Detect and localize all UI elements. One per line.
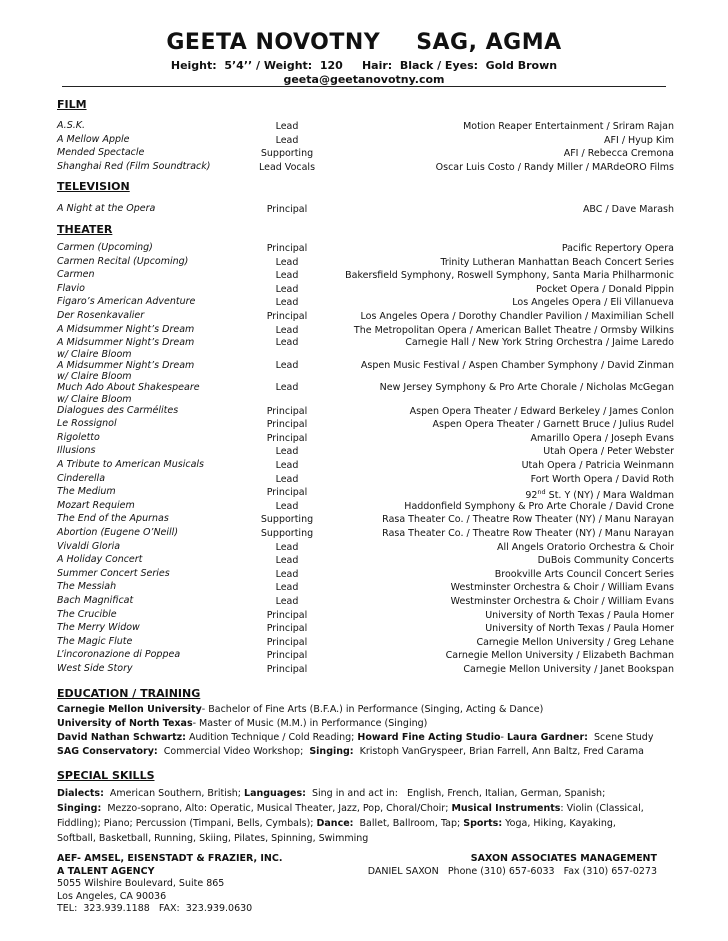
credit-title: Rigoletto (57, 431, 100, 443)
credit-title: A Tribute to American Musicals (57, 459, 204, 471)
credit-role: Principal (266, 623, 308, 635)
theater-credit-row (57, 360, 674, 383)
theater-credit-row (57, 283, 674, 297)
actor-name: GEETA NOVOTNY (166, 30, 381, 55)
credit-company: Brookville Arts Council Concert Series (494, 568, 674, 580)
credit-role: Principal (266, 487, 308, 499)
credit-company: AFI / Hyup Kim (604, 134, 674, 146)
credit-company: ABC / Dave Marash (582, 204, 674, 215)
credit-company: New Jersey Symphony & Pro Arte Chorale / Nicholas McGegan (379, 382, 674, 394)
section-title-skills: SPECIAL SKILLS (57, 769, 155, 782)
training-item: David Nathan Schwartz: Audition Technique / Cold Reading; Howard Fine Acting Studio- Laura Gardner: Scene Study (57, 732, 654, 743)
resume-header (0, 30, 728, 87)
agency-contact (57, 853, 282, 916)
credit-company: The Metropolitan Opera / American Ballet Theatre / Ormsby Wilkins (353, 324, 674, 336)
credit-company: Carnegie Mellon University / Janet Bookspan (463, 663, 674, 675)
credit-title: Flavio (57, 282, 85, 294)
credit-title: Illusions (57, 445, 96, 457)
credit-title: West Side Story (57, 662, 133, 674)
credit-company: DuBois Community Concerts (537, 555, 674, 567)
theater-credit-row (57, 486, 674, 500)
theater-credit-row (57, 527, 674, 541)
theater-credit-row (57, 256, 674, 270)
credit-title: Summer Concert Series (57, 567, 170, 579)
section-title-film: FILM (57, 98, 87, 111)
management-contact (368, 853, 657, 878)
theater-credit-row (57, 269, 674, 283)
theater-credit-row (57, 513, 674, 527)
credit-title: Carmen Recital (Upcoming) (57, 255, 189, 267)
section-title-education: EDUCATION / TRAINING (57, 687, 201, 700)
credit-company: Haddonfield Symphony & Pro Arte Chorale / David Crone (404, 500, 674, 512)
credit-company: Aspen Music Festival / Aspen Chamber Symphony / David Zinman (360, 359, 674, 371)
theater-credit-row (57, 622, 674, 636)
film-credits (57, 120, 674, 174)
credit-title: The End of the Apurnas (57, 513, 169, 525)
credit-role: Principal (266, 405, 308, 417)
television-credit-row (57, 203, 674, 217)
credit-title: Bach Magnificat (57, 594, 134, 606)
skills-line: Softball, Basketball, Running, Skiing, Pilates, Spinning, Swimming (57, 833, 369, 844)
theater-credit-row (57, 432, 674, 446)
credit-role: Principal (266, 636, 308, 648)
credit-title: The Messiah (57, 581, 117, 593)
section-title-television: TELEVISION (57, 180, 130, 193)
credit-company: Pacific Repertory Opera (561, 243, 674, 254)
credit-role: Lead (275, 555, 299, 567)
credit-title: Figaro’s American Adventure (57, 296, 196, 308)
credit-title: Carmen (Upcoming) (57, 242, 153, 253)
theater-credit-row (57, 663, 674, 677)
credit-title: The Medium (57, 486, 116, 498)
theater-credit-row (57, 382, 674, 405)
credit-role: Lead (275, 283, 299, 295)
management-phone-fax: DANIEL SAXON Phone (310) 657-6033 Fax (310) 657-0273 (367, 865, 657, 877)
theater-credit-row (57, 459, 674, 473)
theater-credit-row (57, 581, 674, 595)
credit-title: Mozart Requiem (57, 499, 135, 511)
credit-company: Rasa Theater Co. / Theatre Row Theater (NY) / Manu Narayan (382, 528, 674, 539)
theater-credits (57, 242, 674, 677)
credit-role: Lead (275, 595, 299, 607)
agency-address-2: Los Angeles, CA 90036 (57, 890, 167, 902)
section-title-theater: THEATER (57, 223, 113, 236)
credit-role: Supporting (260, 528, 314, 539)
credit-role: Principal (266, 419, 308, 431)
credit-company: All Angels Oratorio Orchestra & Choir (496, 541, 674, 553)
training-item: SAG Conservatory: Commercial Video Workshop; Singing: Kristoph VanGryspeer, Brian Farrell, Ann Baltz, Fred Carama (57, 746, 644, 757)
credit-role: Lead (275, 473, 299, 485)
credit-company: Motion Reaper Entertainment / Sriram Rajan (463, 121, 674, 132)
contact-email[interactable]: geeta@geetanovotny.com (283, 73, 445, 86)
theater-credit-row (57, 595, 674, 609)
special-skills (57, 786, 677, 846)
credit-role: Principal (266, 204, 308, 215)
television-credits (57, 203, 674, 217)
credit-company: Los Angeles Opera / Eli Villanueva (512, 297, 674, 309)
credit-title: A Midsummer Night’s Dream w/ Claire Bloom (57, 337, 195, 360)
credit-role: Lead (275, 270, 299, 282)
skills-line: Singing: Mezzo-soprano, Alto: Operatic, Musical Theater, Jazz, Pop, Choral/Choir; Musical Instruments: Violin (Classical, (57, 803, 644, 814)
education-item: Carnegie Mellon University- Bachelor of Fine Arts (B.F.A.) in Performance (Singing, Acting & Dance) (57, 704, 544, 715)
theater-credit-row (57, 500, 674, 514)
credit-title: Vivaldi Gloria (57, 540, 121, 552)
credit-company: Aspen Opera Theater / Edward Berkeley / James Conlon (409, 405, 674, 417)
credit-role: Lead (275, 500, 299, 512)
credit-title: Le Rossignol (57, 418, 117, 430)
agency-address-1: 5055 Wilshire Boulevard, Suite 865 (57, 878, 225, 889)
credit-company: Bakersfield Symphony, Roswell Symphony, Santa Maria Philharmonic (345, 270, 674, 282)
credit-company: Fort Worth Opera / David Roth (530, 473, 674, 485)
credit-role: Principal (266, 650, 308, 662)
credit-title: A Holiday Concert (57, 554, 143, 566)
credit-role: Supporting (260, 514, 314, 526)
credit-company: Oscar Luis Costo / Randy Miller / MARdeORO Films (435, 161, 674, 173)
theater-credit-row (57, 405, 674, 419)
actor-name-line (0, 30, 728, 56)
film-credit-row (57, 134, 674, 148)
header-divider (62, 86, 666, 87)
theater-credit-row (57, 541, 674, 555)
theater-credit-row (57, 310, 674, 324)
credit-title: Shanghai Red (Film Soundtrack) (57, 160, 211, 172)
credit-role: Lead (275, 460, 299, 472)
credit-company: Los Angeles Opera / Dorothy Chandler Pavilion / Maximilian Schell (360, 310, 674, 322)
credit-role: Lead (275, 297, 299, 309)
credit-company: Utah Opera / Patricia Weinmann (521, 460, 674, 472)
management-name: SAXON ASSOCIATES MANAGEMENT (470, 853, 657, 864)
credit-title: Mended Spectacle (57, 147, 145, 159)
credit-title: A Midsummer Night’s Dream w/ Claire Bloom (57, 359, 195, 383)
credit-role: Principal (266, 243, 308, 254)
credit-company: Pocket Opera / Donald Pippin (535, 283, 674, 295)
credit-role: Lead (275, 446, 299, 458)
credit-company: University of North Texas / Paula Homer (485, 609, 674, 621)
credit-title: Carmen (57, 269, 95, 281)
credit-role: Principal (266, 310, 308, 322)
credit-role: Lead (275, 134, 299, 146)
theater-credit-row (57, 554, 674, 568)
credit-role: Supporting (260, 148, 314, 160)
credit-title: A Night at the Opera (57, 203, 156, 214)
credit-company: Westminster Orchestra & Choir / William Evans (450, 595, 674, 607)
credit-company: Carnegie Mellon University / Elizabeth Bachman (445, 650, 674, 662)
agency-phone-fax: TEL: 323.939.1188 FAX: 323.939.0630 (57, 903, 253, 914)
credit-role: Lead (275, 359, 299, 371)
credit-title: A Midsummer Night’s Dream (57, 323, 195, 335)
credit-company: Trinity Lutheran Manhattan Beach Concert Series (440, 256, 674, 268)
credit-company: Westminster Orchestra & Choir / William Evans (450, 582, 674, 594)
education-list (57, 703, 677, 759)
credit-company: Carnegie Hall / New York String Orchestra / Jaime Laredo (405, 337, 674, 349)
credit-role: Lead (275, 541, 299, 553)
credit-role: Lead (275, 121, 299, 132)
skills-line: Fiddling); Piano; Percussion (Timpani, Bells, Cymbals); Dance: Ballet, Ballroom, Tap; Sports: Yoga, Hiking, Kayaking, (57, 818, 616, 829)
physical-stats: Height: 5’4’’ / Weight: 120 Hair: Black / Eyes: Gold Brown (170, 59, 558, 72)
theater-credit-row (57, 296, 674, 310)
credit-role: Principal (266, 609, 308, 621)
credit-title: Cinderella (57, 472, 106, 484)
education-item: University of North Texas- Master of Music (M.M.) in Performance (Singing) (57, 718, 428, 729)
theater-credit-row (57, 609, 674, 623)
credit-title: Much Ado About Shakespeare w/ Claire Bloom (57, 382, 200, 405)
credit-title: The Merry Widow (57, 622, 140, 634)
credit-role: Lead Vocals (258, 161, 316, 173)
union-affiliations: SAG, AGMA (416, 30, 562, 55)
credit-company: Carnegie Mellon University / Greg Lehane (476, 636, 674, 648)
theater-credit-row (57, 649, 674, 663)
theater-credit-row (57, 418, 674, 432)
credit-company: Amarillo Opera / Joseph Evans (530, 432, 674, 444)
film-credit-row (57, 120, 674, 134)
credit-company: University of North Texas / Paula Homer (485, 623, 674, 635)
credit-company: Rasa Theater Co. / Theatre Row Theater (NY) / Manu Narayan (382, 514, 674, 526)
credit-title: Der Rosenkavalier (57, 309, 145, 321)
skills-line: Dialects: American Southern, British; Languages: Sing in and act in: English, French, Italian, German, Spanish; (57, 788, 606, 799)
credit-role: Lead (275, 568, 299, 580)
credit-role: Principal (266, 663, 308, 675)
credit-title: The Magic Flute (57, 635, 133, 647)
credit-role: Lead (275, 256, 299, 268)
theater-credit-row (57, 337, 674, 360)
credit-role: Lead (275, 382, 299, 394)
credit-title: A Mellow Apple (57, 133, 130, 145)
theater-credit-row (57, 324, 674, 338)
credit-company: 92nd St. Y (NY) / Mara Waldman (525, 488, 674, 502)
credit-role: Lead (275, 582, 299, 594)
film-credit-row (57, 147, 674, 161)
film-credit-row (57, 161, 674, 175)
theater-credit-row (57, 473, 674, 487)
theater-credit-row (57, 445, 674, 459)
credit-title: A.S.K. (57, 120, 85, 131)
agency-subtitle: A TALENT AGENCY (57, 865, 155, 877)
credit-role: Lead (275, 337, 299, 349)
theater-credit-row (57, 568, 674, 582)
theater-credit-row (57, 242, 674, 256)
credit-company: Aspen Opera Theater / Garnett Bruce / Julius Rudel (432, 419, 674, 431)
agency-name: AEF- AMSEL, EISENSTADT & FRAZIER, INC. (57, 853, 283, 864)
credit-title: L’incoronazione di Poppea (57, 649, 181, 661)
credit-role: Lead (275, 324, 299, 336)
credit-role: Principal (266, 432, 308, 444)
theater-credit-row (57, 636, 674, 650)
credit-company: AFI / Rebecca Cremona (563, 148, 674, 160)
credit-title: Dialogues des Carmélites (57, 404, 179, 416)
credit-title: The Crucible (57, 608, 117, 620)
credit-company: Utah Opera / Peter Webster (543, 446, 674, 458)
credit-title: Abortion (Eugene O’Neill) (57, 527, 179, 538)
